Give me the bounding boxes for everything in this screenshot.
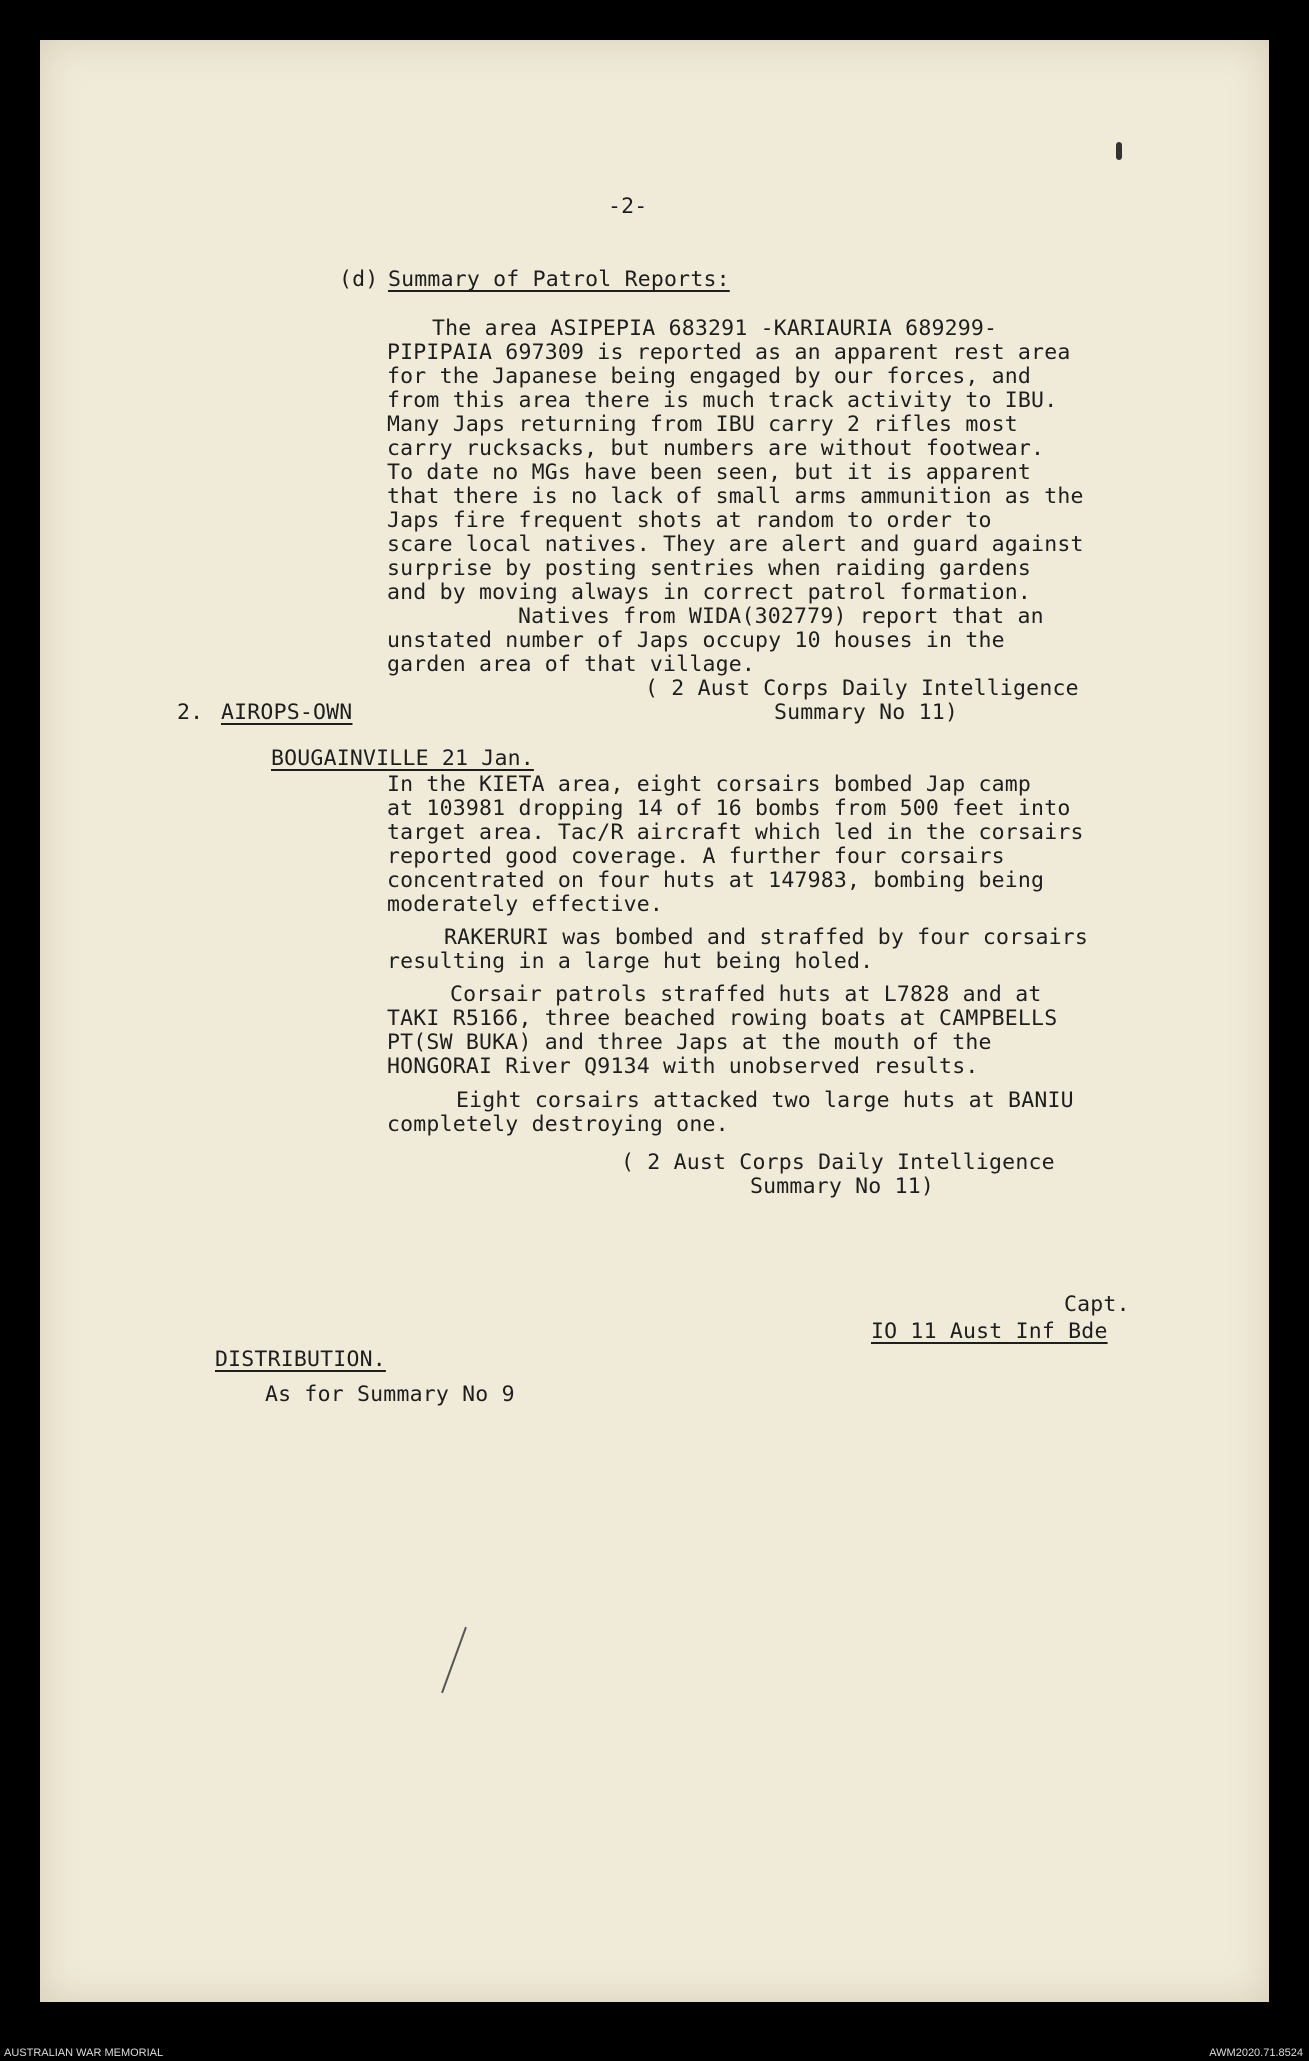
section-2-p3-line-4: HONGORAI River Q9134 with unobserved results. — [387, 1054, 979, 1079]
section-d-p1-line-9: Japs fire frequent shots at random to order to — [387, 508, 992, 533]
ink-blot — [1116, 142, 1122, 160]
section-d-p1-line-8: that there is no lack of small arms ammunition as the — [387, 484, 1084, 509]
section-d-source-line-2: Summary No 11) — [774, 700, 959, 725]
section-d-p1-line-10: scare local natives. They are alert and guard against — [387, 532, 1084, 557]
section-d-p1-line-6: carry rucksacks, but numbers are without footwear. — [387, 436, 1045, 461]
page-number: -2- — [608, 194, 648, 219]
section-2-source-line-2: Summary No 11) — [750, 1174, 935, 1199]
distribution-text: As for Summary No 9 — [265, 1382, 515, 1407]
document-page — [40, 40, 1269, 2002]
section-d-p1-line-2: PIPIPAIA 697309 is reported as an apparent rest area — [387, 340, 1071, 365]
section-2-label: 2. — [177, 700, 204, 725]
section-d-p1-line-3: for the Japanese being engaged by our forces, and — [387, 364, 1032, 389]
section-2-heading: AIROPS-OWN — [221, 700, 353, 725]
section-d-p1-line-12: and by moving always in correct patrol formation. — [387, 580, 1032, 605]
section-d-p2-line-2: unstated number of Japs occupy 10 houses in the — [387, 628, 1005, 653]
section-2-p3-line-3: PT(SW BUKA) and three Japs at the mouth of the — [387, 1030, 992, 1055]
section-2-p1-line-2: at 103981 dropping 14 of 16 bombs from 500 feet into — [387, 796, 1071, 821]
footer-right: AWM2020.71.8524 — [1209, 2047, 1303, 2059]
signature-appointment: IO 11 Aust Inf Bde — [871, 1319, 1108, 1344]
section-2-p3-line-1: Corsair patrols straffed huts at L7828 and at — [450, 982, 1042, 1007]
section-2-p1-line-3: target area. Tac/R aircraft which led in the corsairs — [387, 820, 1084, 845]
footer-left: AUSTRALIAN WAR MEMORIAL — [4, 2047, 164, 2059]
section-d-p2-line-1: Natives from WIDA(302779) report that an — [518, 604, 1044, 629]
distribution-heading: DISTRIBUTION. — [215, 1347, 386, 1372]
section-2-p1-line-1: In the KIETA area, eight corsairs bombed Jap camp — [387, 772, 1032, 797]
section-2-p1-line-5: concentrated on four huts at 147983, bombing being — [387, 868, 1045, 893]
section-d-source-line-1: ( 2 Aust Corps Daily Intelligence — [645, 676, 1079, 701]
section-2-p4-line-1: Eight corsairs attacked two large huts at BANIU — [456, 1088, 1074, 1113]
section-2-p1-line-4: reported good coverage. A further four corsairs — [387, 844, 1005, 869]
section-d-p1-line-5: Many Japs returning from IBU carry 2 rifles most — [387, 412, 1018, 437]
section-2-p2-line-1: RAKERURI was bombed and straffed by four corsairs — [444, 925, 1089, 950]
section-d-heading: Summary of Patrol Reports: — [388, 267, 730, 292]
section-2-p1-line-6: moderately effective. — [387, 892, 664, 917]
section-d-p1-line-4: from this area there is much track activity to IBU. — [387, 388, 1058, 413]
section-d-p1-line-1: The area ASIPEPIA 683291 -KARIAURIA 689299- — [432, 316, 998, 341]
signature-rank: Capt. — [1064, 1292, 1130, 1317]
section-2-p3-line-2: TAKI R5166, three beached rowing boats at CAMPBELLS — [387, 1006, 1058, 1031]
section-2-subheading: BOUGAINVILLE 21 Jan. — [271, 746, 534, 771]
section-2-p2-line-2: resulting in a large hut being holed. — [387, 949, 874, 974]
pencil-stroke — [441, 1627, 467, 1693]
section-d-label: (d) — [339, 267, 379, 292]
section-d-p1-line-7: To date no MGs have been seen, but it is apparent — [387, 460, 1032, 485]
section-2-source-line-1: ( 2 Aust Corps Daily Intelligence — [621, 1150, 1055, 1175]
section-2-p4-line-2: completely destroying one. — [387, 1112, 729, 1137]
section-d-p1-line-11: surprise by posting sentries when raiding gardens — [387, 556, 1032, 581]
section-d-p2-line-3: garden area of that village. — [387, 652, 756, 677]
